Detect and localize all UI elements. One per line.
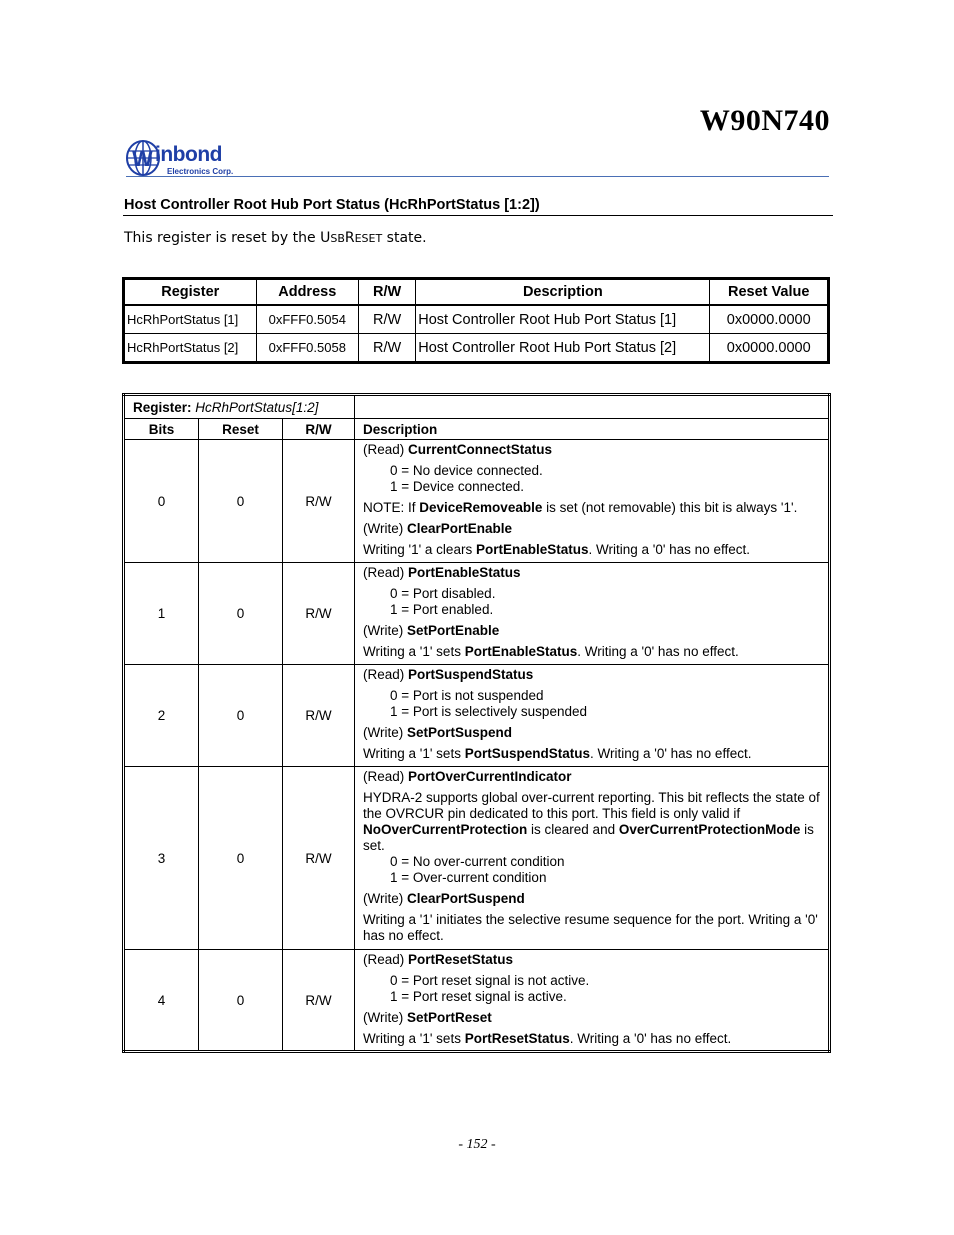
register-label: Register:: [133, 399, 192, 415]
write-prefix: (Write): [363, 521, 407, 536]
description-cell: [355, 950, 830, 1052]
table-row: [124, 767, 830, 950]
paragraph-bold: NoOverCurrentProtection: [363, 822, 528, 837]
column-header: Address: [256, 279, 358, 306]
intro-post: state.: [382, 230, 427, 246]
read-field-name: PortOverCurrentIndicator: [408, 769, 572, 784]
document-title: W90N740: [699, 104, 830, 137]
description-cell: [355, 440, 830, 563]
page-number: - 152 -: [458, 1137, 496, 1152]
table-row: [124, 334, 829, 363]
write-desc: . Writing a '0' has no effect.: [577, 644, 739, 659]
register-cell: HcRhPortStatus [2]: [124, 334, 257, 363]
intro-eset: ESET: [354, 232, 383, 245]
reset-value-cell: 0x0000.0000: [710, 305, 829, 334]
read-prefix: (Read): [363, 565, 409, 580]
write-desc: Writing a '1' initiates the selective resume sequence for the port. Writing a '0' has no effect.: [363, 912, 818, 943]
write-desc-bold: PortSuspendStatus: [464, 746, 590, 761]
paragraph-text: HYDRA-2 supports global over-current reporting. This bit reflects the state of the OVRCUR pin dedicated to this port. This field is only valid if: [363, 790, 820, 821]
write-desc-bold: PortEnableStatus: [475, 542, 589, 557]
paragraph-text: is cleared and: [527, 822, 619, 837]
write-field-name: SetPortEnable: [407, 623, 500, 638]
column-header: Description: [355, 419, 830, 440]
value-line: 1 = Over-current condition: [390, 870, 547, 885]
note-text: is set (not removable) this bit is always '1'.: [542, 500, 798, 515]
intro-r: R: [344, 230, 355, 246]
write-desc: Writing '1' a clears: [363, 542, 476, 557]
table-row: [124, 440, 830, 563]
write-desc: Writing a '1' sets: [363, 1031, 465, 1046]
reset-value-cell: 0x0000.0000: [710, 334, 829, 363]
read-field-name: PortEnableStatus: [408, 565, 521, 580]
rw-cell: R/W: [358, 305, 415, 334]
intro-pre: This register is reset by the: [124, 230, 321, 246]
bit-field-table: [122, 393, 831, 1053]
value-line: 1 = Port reset signal is active.: [390, 989, 567, 1004]
note-text: NOTE: If: [363, 500, 420, 515]
value-line: 0 = Port is not suspended: [390, 688, 544, 703]
logo-wordmark: inbond: [155, 143, 222, 166]
winbond-logo: [126, 139, 256, 179]
read-prefix: (Read): [363, 442, 409, 457]
write-field-name: SetPortSuspend: [407, 725, 513, 740]
bits-cell: 2: [124, 665, 199, 767]
write-desc: Writing a '1' sets: [363, 746, 465, 761]
register-name: HcRhPortStatus[1:2]: [195, 399, 319, 415]
write-desc: . Writing a '0' has no effect.: [589, 746, 752, 761]
rw-cell: R/W: [283, 767, 355, 950]
register-name-cell: [124, 395, 355, 419]
write-field-name: ClearPortEnable: [407, 521, 513, 536]
section-rule: [123, 215, 833, 216]
value-line: 1 = Port enabled.: [390, 602, 494, 617]
paragraph-text: is set.: [363, 822, 814, 853]
empty-cell: [355, 395, 830, 419]
rw-cell: R/W: [358, 334, 415, 363]
write-desc: . Writing a '0' has no effect.: [569, 1031, 732, 1046]
write-desc: Writing a '1' sets: [363, 644, 465, 659]
write-prefix: (Write): [363, 891, 407, 906]
bits-cell: 4: [124, 950, 199, 1052]
reset-cell: 0: [199, 665, 283, 767]
reset-cell: 0: [199, 563, 283, 665]
logo-subtitle: Electronics Corp.: [167, 167, 234, 176]
value-line: 0 = No over-current condition: [390, 854, 565, 869]
table-header-row: [124, 419, 830, 440]
section-title: Host Controller Root Hub Port Status (HcRhPortStatus [1:2]): [124, 197, 540, 213]
value-line: 0 = Port reset signal is not active.: [390, 973, 590, 988]
bits-cell: 0: [124, 440, 199, 563]
rw-cell: R/W: [283, 563, 355, 665]
svg-text:W: W: [132, 146, 153, 171]
rw-cell: R/W: [283, 440, 355, 563]
value-line: 1 = Port is selectively suspended: [390, 704, 587, 719]
register-cell: HcRhPortStatus [1]: [124, 305, 257, 334]
read-field-name: PortSuspendStatus: [408, 667, 534, 682]
write-field-name: SetPortReset: [407, 1010, 492, 1025]
register-name-row: [124, 395, 830, 419]
write-desc-bold: PortEnableStatus: [464, 644, 578, 659]
register-summary-table: [122, 277, 830, 364]
bits-cell: 3: [124, 767, 199, 950]
read-field-name: CurrentConnectStatus: [408, 442, 553, 457]
read-prefix: (Read): [363, 667, 409, 682]
column-header: Description: [416, 279, 710, 306]
rw-cell: R/W: [283, 665, 355, 767]
description-cell: [355, 767, 830, 950]
note-bold: DeviceRemoveable: [419, 500, 543, 515]
column-header: Reset: [199, 419, 283, 440]
write-field-name: ClearPortSuspend: [407, 891, 525, 906]
intro-u: U: [320, 230, 331, 246]
column-header: Register: [124, 279, 257, 306]
header-rule: [126, 176, 829, 177]
description-cell: [355, 665, 830, 767]
write-prefix: (Write): [363, 1010, 407, 1025]
column-header: R/W: [283, 419, 355, 440]
table-header-row: [124, 279, 829, 306]
table-row: [124, 305, 829, 334]
table-row: [124, 665, 830, 767]
address-cell: 0xFFF0.5058: [256, 334, 358, 363]
rw-cell: R/W: [283, 950, 355, 1052]
table-row: [124, 950, 830, 1052]
value-line: 1 = Device connected.: [390, 479, 524, 494]
description-cell: Host Controller Root Hub Port Status [2]: [416, 334, 710, 363]
write-desc: . Writing a '0' has no effect.: [588, 542, 750, 557]
write-prefix: (Write): [363, 725, 407, 740]
reset-cell: 0: [199, 440, 283, 563]
value-line: 0 = No device connected.: [390, 463, 543, 478]
read-field-name: PortResetStatus: [408, 952, 514, 967]
column-header: R/W: [358, 279, 415, 306]
column-header: Bits: [124, 419, 199, 440]
address-cell: 0xFFF0.5054: [256, 305, 358, 334]
column-header: Reset Value: [710, 279, 829, 306]
read-prefix: (Read): [363, 952, 409, 967]
value-line: 0 = Port disabled.: [390, 586, 496, 601]
read-prefix: (Read): [363, 769, 409, 784]
bits-cell: 1: [124, 563, 199, 665]
description-cell: [355, 563, 830, 665]
reset-cell: 0: [199, 767, 283, 950]
intro-sb: SB: [330, 232, 345, 245]
description-cell: Host Controller Root Hub Port Status [1]: [416, 305, 710, 334]
table-row: [124, 563, 830, 665]
intro-text: [124, 230, 427, 246]
reset-cell: 0: [199, 950, 283, 1052]
write-desc-bold: PortResetStatus: [464, 1031, 570, 1046]
paragraph-bold: OverCurrentProtectionMode: [618, 822, 801, 837]
write-prefix: (Write): [363, 623, 407, 638]
